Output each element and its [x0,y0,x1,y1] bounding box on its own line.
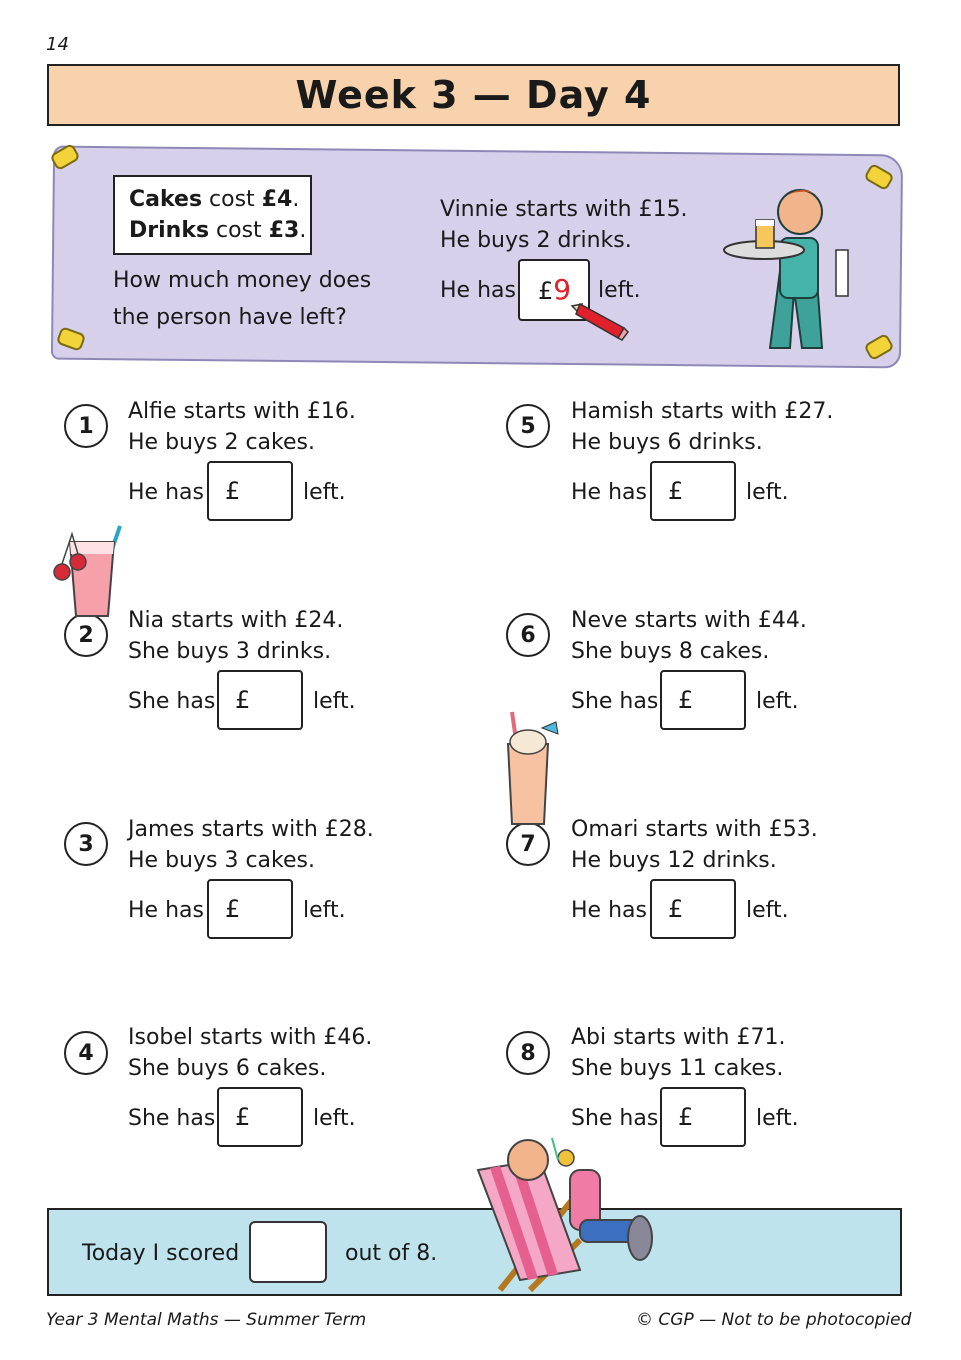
example-left-label: left. [598,278,641,303]
question-has-label: She has [128,1106,216,1131]
currency-symbol: £ [235,1103,251,1131]
example-line-2: He buys 2 drinks. [440,228,632,253]
answer-box[interactable] [660,1087,746,1147]
drinks-word: Drinks [129,218,210,243]
score-suffix: out of 8. [345,1241,438,1266]
question-has-label: He has [128,898,204,923]
milkshake-icon [498,708,576,828]
answer-box[interactable] [660,670,746,730]
question-line-1: Alfie starts with £16. [128,399,356,424]
instruction-line-2: the person have left? [113,305,347,330]
footer-right: © CGP — Not to be photocopied [636,1310,912,1330]
question-has-label: He has [128,480,204,505]
answer-box[interactable] [207,461,293,521]
cakes-cost-text: cost [202,187,262,212]
pencil-icon [568,300,630,342]
question-line-2: She buys 3 drinks. [128,639,332,664]
cakes-word: Cakes [129,187,203,212]
question-has-label: She has [128,689,216,714]
example-currency: £ [538,277,554,305]
question-left-label: left. [746,480,789,505]
question-line-2: She buys 11 cakes. [571,1056,784,1081]
question-line-1: Abi starts with £71. [571,1025,786,1050]
question-line-2: He buys 3 cakes. [128,848,315,873]
footer-left: Year 3 Mental Maths — Summer Term [46,1310,367,1330]
question-has-label: He has [571,480,647,505]
currency-symbol: £ [225,477,241,505]
currency-symbol: £ [225,895,241,923]
question-line-1: Nia starts with £24. [128,608,344,633]
cakes-price: £4 [261,187,293,212]
question-has-label: She has [571,689,659,714]
question-left-label: left. [313,1106,356,1131]
currency-symbol: £ [668,477,684,505]
question-line-2: He buys 6 drinks. [571,430,763,455]
currency-symbol: £ [668,895,684,923]
question-number: 8 [506,1031,550,1075]
question-left-label: left. [313,689,356,714]
deckchair-man-illustration-icon [470,1130,670,1300]
question-left-label: left. [303,898,346,923]
question-line-2: She buys 8 cakes. [571,639,770,664]
question-line-2: He buys 2 cakes. [128,430,315,455]
question-left-label: left. [756,1106,799,1131]
score-prefix: Today I scored [82,1241,240,1266]
question-left-label: left. [746,898,789,923]
question-number: 5 [506,404,550,448]
currency-symbol: £ [678,686,694,714]
example-answer: 9 [553,273,572,306]
currency-symbol: £ [235,686,251,714]
page-title: Week 3 — Day 4 [295,73,652,117]
drinks-price: £3 [268,218,300,243]
waiter-illustration-icon [722,180,862,350]
question-has-label: He has [571,898,647,923]
question-has-label: She has [571,1106,659,1131]
question-number: 7 [506,822,550,866]
pink-drink-icon [48,520,128,620]
question-number: 1 [64,404,108,448]
answer-box[interactable] [217,1087,303,1147]
question-number: 3 [64,822,108,866]
question-line-1: James starts with £28. [128,817,374,842]
example-has-label: He has [440,278,516,303]
question-line-1: Hamish starts with £27. [571,399,834,424]
question-number: 6 [506,613,550,657]
answer-box[interactable] [650,879,736,939]
question-line-1: Isobel starts with £46. [128,1025,373,1050]
score-input-box[interactable] [249,1221,327,1283]
question-number: 2 [64,613,108,657]
question-number: 4 [64,1031,108,1075]
question-line-1: Neve starts with £44. [571,608,807,633]
currency-symbol: £ [678,1103,694,1131]
instruction-line-1: How much money does [113,268,372,293]
answer-box[interactable] [207,879,293,939]
question-line-2: She buys 6 cakes. [128,1056,327,1081]
answer-box[interactable] [217,670,303,730]
question-left-label: left. [303,480,346,505]
question-line-1: Omari starts with £53. [571,817,818,842]
question-line-2: He buys 12 drinks. [571,848,777,873]
example-line-1: Vinnie starts with £15. [440,197,688,222]
question-left-label: left. [756,689,799,714]
answer-box[interactable] [650,461,736,521]
page-title-bar [47,64,900,126]
drinks-cost-text: cost [209,218,269,243]
page-number: 14 [46,34,69,55]
price-info-box: Cakes cost £4. Drinks cost £3. [113,175,312,255]
